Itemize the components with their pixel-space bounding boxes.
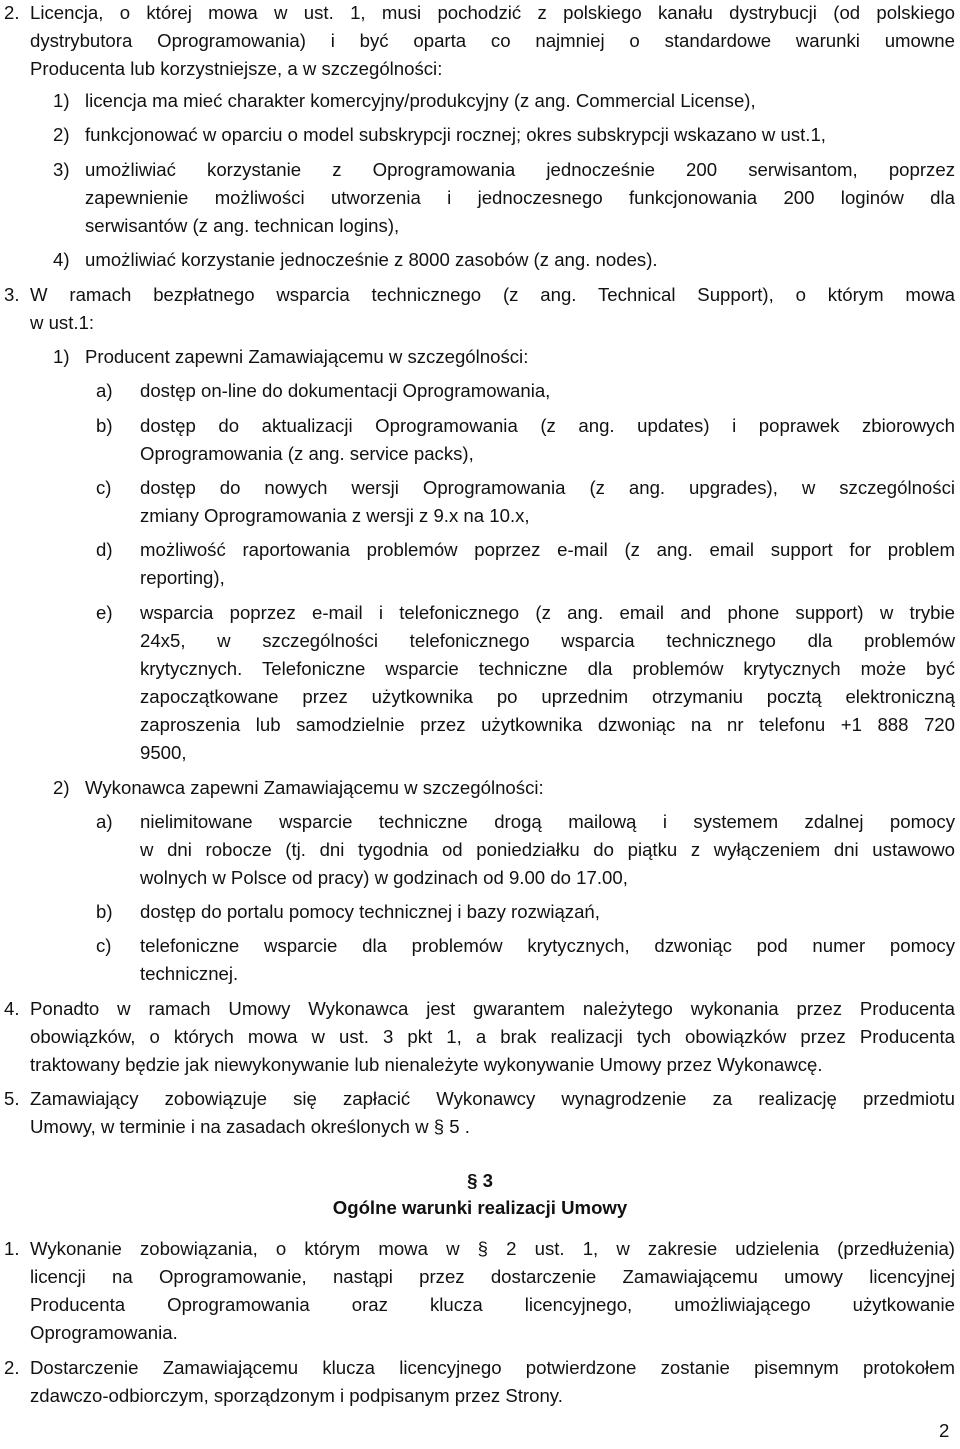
item-2-line-1: Licencja, o której mowa w ust. 1, musi pochodzić z polskiego kanału dystrybucji (od polskiego bbox=[30, 2, 955, 23]
item-2-2-number: 2) bbox=[53, 124, 70, 145]
item-3-1-e-line-3: krytycznych. Telefoniczne wsparcie techniczne dla problemów krytycznych może być bbox=[140, 658, 955, 679]
item-3-1-e-line-4: zapoczątkowane przez użytkownika po uprzednim otrzymaniu pocztą elektroniczną bbox=[140, 686, 955, 707]
section3-item-1-line-2: licencji na Oprogramowanie, nastąpi przez dostarczenie Zamawiającemu umowy licencyjnej bbox=[30, 1266, 955, 1287]
item-3-2-c-letter: c) bbox=[96, 935, 112, 956]
item-2-4-number: 4) bbox=[53, 249, 70, 270]
item-4-line-2: obowiązków, o których mowa w ust. 3 pkt 1, a brak realizacji tych obowiązków przez Producenta bbox=[30, 1026, 955, 1047]
item-3-1-e-line-1: wsparcia poprzez e-mail i telefonicznego (z ang. email and phone support) w trybie bbox=[140, 602, 955, 623]
item-3-2-b-letter: b) bbox=[96, 901, 113, 922]
item-3-1-e-line-5: zaproszenia lub samodzielnie przez użytkownika dzwoniąc na nr telefonu +1 888 720 bbox=[140, 714, 955, 735]
item-3-1-e-line-6: 9500, bbox=[140, 742, 187, 763]
section3-item-2-line-2: zdawczo-odbiorczym, sporządzonym i podpisanym przez Strony. bbox=[30, 1385, 563, 1406]
item-2-3-line-2: zapewnienie możliwości utworzenia i jednoczesnego funkcjonowania 200 loginów dla bbox=[85, 187, 955, 208]
item-2-3-number: 3) bbox=[53, 159, 70, 180]
page-number: 2 bbox=[939, 1420, 950, 1441]
section-number: § 3 bbox=[467, 1170, 493, 1191]
item-2-3-line-3: serwisantów (z ang. technican logins), bbox=[85, 215, 400, 236]
section3-item-1-line-1: Wykonanie zobowiązania, o którym mowa w § 2 ust. 1, w zakresie udzielenia (przedłużenia) bbox=[30, 1238, 955, 1259]
item-3-2-a-line-3: wolnych w Polsce od pracy) w godzinach od 9.00 do 17.00, bbox=[140, 867, 628, 888]
item-2-1-number: 1) bbox=[53, 90, 70, 111]
section3-item-1-line-3: Producenta Oprogramowania oraz klucza licencyjnego, umożliwiającego użytkowanie bbox=[30, 1294, 955, 1315]
item-4-line-1: Ponadto w ramach Umowy Wykonawca jest gwarantem należytego wykonania przez Producenta bbox=[30, 998, 955, 1019]
item-3-2-a-line-2: w dni robocze (tj. dni tygodnia od poniedziałku do piątku z wyłączeniem dni ustawowo bbox=[140, 839, 955, 860]
section3-item-1-line-4: Oprogramowania. bbox=[30, 1322, 178, 1343]
item-5-line-1: Zamawiający zobowiązuje się zapłacić Wykonawcy wynagrodzenie za realizację przedmiotu bbox=[30, 1088, 955, 1109]
item-3-2-b-text: dostęp do portalu pomocy technicznej i bazy rozwiązań, bbox=[140, 901, 600, 922]
item-3-1-b-letter: b) bbox=[96, 415, 113, 436]
item-2-1-text: licencja ma mieć charakter komercyjny/produkcyjny (z ang. Commercial License), bbox=[85, 90, 756, 111]
item-3-1-e-letter: e) bbox=[96, 602, 113, 623]
item-3-1-d-line-2: reporting), bbox=[140, 567, 225, 588]
item-4-line-3: traktowany będzie jak niewykonywanie lub nienależyte wykonywanie Umowy przez Wykonawcę. bbox=[30, 1054, 823, 1075]
item-3-2-c-line-1: telefoniczne wsparcie dla problemów krytycznych, dzwoniąc pod numer pomocy bbox=[140, 935, 955, 956]
item-2-line-2: dystrybutora Oprogramowania) i być oparta co najmniej o standardowe warunki umowne bbox=[30, 30, 955, 51]
section3-item-1-number: 1. bbox=[4, 1238, 20, 1259]
item-3-1-c-letter: c) bbox=[96, 477, 112, 498]
item-4-number: 4. bbox=[4, 998, 20, 1019]
item-2-4-text: umożliwiać korzystanie jednocześnie z 8000 zasobów (z ang. nodes). bbox=[85, 249, 658, 270]
item-3-1-b-line-2: Oprogramowania (z ang. service packs), bbox=[140, 443, 474, 464]
item-3-1-number: 1) bbox=[53, 346, 70, 367]
item-3-1-c-line-2: zmiany Oprogramowania z wersji z 9.x na 10.x, bbox=[140, 505, 530, 526]
item-3-line-2: w ust.1: bbox=[30, 312, 95, 333]
item-3-1-d-letter: d) bbox=[96, 539, 113, 560]
item-3-1-a-letter: a) bbox=[96, 380, 113, 401]
item-3-1-d-line-1: możliwość raportowania problemów poprzez e-mail (z ang. email support for problem bbox=[140, 539, 955, 560]
item-3-number: 3. bbox=[4, 284, 20, 305]
item-3-1-label: Producent zapewni Zamawiającemu w szczególności: bbox=[85, 346, 529, 367]
item-3-2-a-line-1: nielimitowane wsparcie techniczne drogą mailową i systemem zdalnej pomocy bbox=[140, 811, 955, 832]
section3-item-2-number: 2. bbox=[4, 1357, 20, 1378]
item-3-1-b-line-1: dostęp do aktualizacji Oprogramowania (z ang. updates) i poprawek zbiorowych bbox=[140, 415, 955, 436]
item-3-line-1: W ramach bezpłatnego wsparcia technicznego (z ang. Technical Support), o którym mowa bbox=[30, 284, 955, 305]
item-3-1-a-text: dostęp on-line do dokumentacji Oprogramowania, bbox=[140, 380, 551, 401]
item-2-3-line-1: umożliwiać korzystanie z Oprogramowania jednocześnie 200 serwisantom, poprzez bbox=[85, 159, 955, 180]
item-3-1-c-line-1: dostęp do nowych wersji Oprogramowania (z ang. upgrades), w szczególności bbox=[140, 477, 955, 498]
item-5-line-2: Umowy, w terminie i na zasadach określonych w § 5 . bbox=[30, 1116, 470, 1137]
section-title: Ogólne warunki realizacji Umowy bbox=[332, 1197, 628, 1218]
item-5-number: 5. bbox=[4, 1088, 20, 1109]
section3-item-2-line-1: Dostarczenie Zamawiającemu klucza licencyjnego potwierdzone zostanie pisemnym protokołem bbox=[30, 1357, 955, 1378]
item-2-number: 2. bbox=[4, 2, 20, 23]
item-3-2-label: Wykonawca zapewni Zamawiającemu w szczególności: bbox=[85, 777, 544, 798]
item-2-2-text: funkcjonować w oparciu o model subskrypcji rocznej; okres subskrypcji wskazano w ust.1, bbox=[85, 124, 826, 145]
item-3-1-e-line-2: 24x5, w szczególności telefonicznego wsparcia technicznego dla problemów bbox=[140, 630, 955, 651]
item-3-2-number: 2) bbox=[53, 777, 70, 798]
item-3-2-c-line-2: technicznej. bbox=[140, 963, 239, 984]
item-2-line-3: Producenta lub korzystniejsze, a w szczególności: bbox=[30, 58, 443, 79]
item-3-2-a-letter: a) bbox=[96, 811, 113, 832]
